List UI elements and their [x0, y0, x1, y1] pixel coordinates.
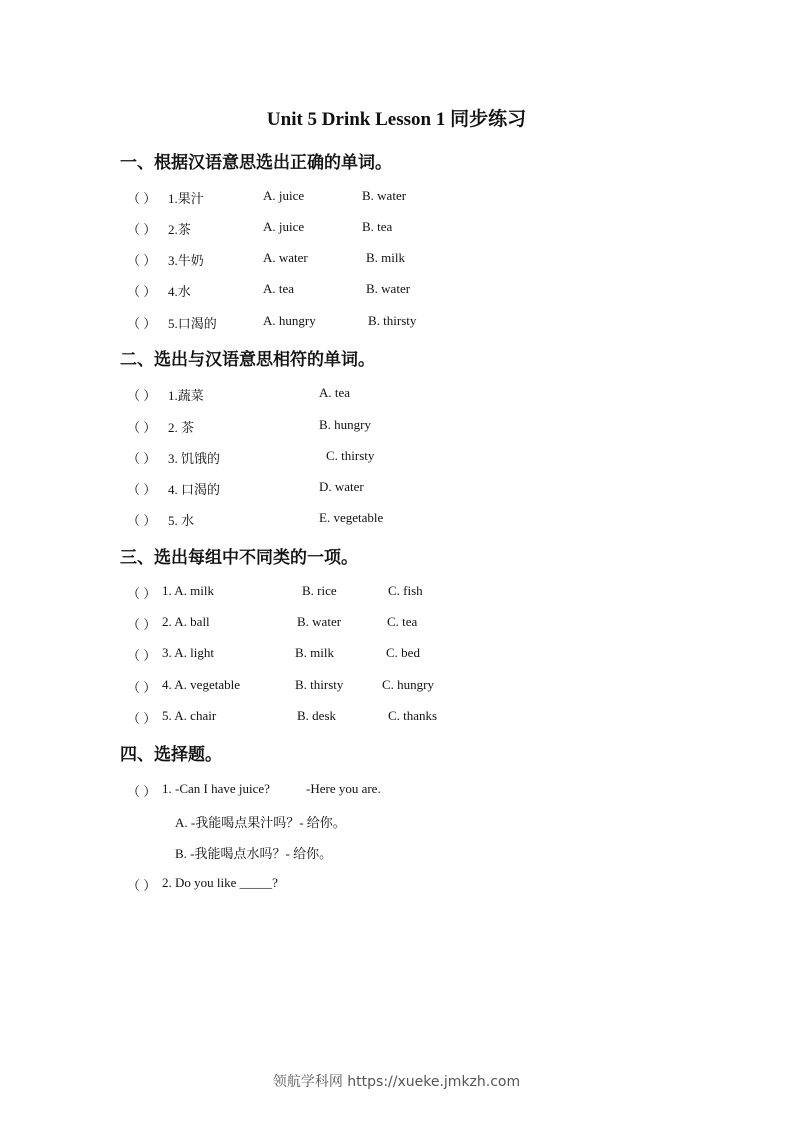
answer-blank[interactable]: （ ） — [127, 222, 157, 237]
question-text: 2. Do you like _____? — [162, 875, 278, 890]
answer-blank[interactable]: （ ） — [127, 451, 157, 466]
question-text: 5.口渴的 — [168, 316, 217, 331]
option-b: B. desk — [297, 708, 336, 723]
section-1-heading: 一、根据汉语意思选出正确的单词。 — [120, 153, 392, 173]
question-text: 4. 口渴的 — [168, 482, 221, 497]
answer-blank[interactable]: （ ） — [127, 711, 157, 726]
option-b: B. milk — [366, 250, 406, 265]
option-a: A. juice — [263, 188, 305, 203]
section-2-heading: 二、选出与汉语意思相符的单词。 — [120, 350, 375, 370]
question-text: 1. -Can I have juice? — [162, 781, 270, 796]
footer-watermark: 领航学科网 https://xueke.jmkzh.com — [272, 1074, 521, 1090]
option-c: C. bed — [386, 645, 420, 660]
option-b: B. tea — [362, 219, 393, 234]
option-a: 4. A. vegetable — [162, 677, 240, 692]
option-a: A. juice — [263, 219, 305, 234]
answer-blank[interactable]: （ ） — [127, 586, 157, 601]
answer-blank[interactable]: （ ） — [127, 482, 157, 497]
option-b: B. water — [362, 188, 407, 203]
answer-blank[interactable]: （ ） — [127, 513, 157, 528]
option-b: B. milk — [295, 645, 335, 660]
answer-blank[interactable]: （ ） — [127, 878, 157, 893]
option-c: C. thanks — [388, 708, 438, 723]
option-b: B. thirsty — [368, 313, 417, 328]
option-b: B. rice — [302, 583, 337, 598]
answer-blank[interactable]: （ ） — [127, 191, 157, 206]
answer-blank[interactable]: （ ） — [127, 316, 157, 331]
question-text: 1.蔬菜 — [168, 388, 204, 403]
answer-blank[interactable]: （ ） — [127, 253, 157, 268]
option-b: B. -我能喝点水吗？- 给你。 — [175, 846, 333, 861]
match-option: C. thirsty — [326, 448, 375, 463]
option-a: A. hungry — [263, 313, 316, 328]
answer-blank[interactable]: （ ） — [127, 284, 157, 299]
option-c: C. fish — [388, 583, 423, 598]
answer-blank[interactable]: （ ） — [127, 388, 157, 403]
option-a: A. -我能喝点果汁吗？- 给你。 — [175, 815, 346, 830]
question-text: 1.果汁 — [168, 191, 204, 206]
option-a: A. water — [263, 250, 308, 265]
option-a: 2. A. ball — [162, 614, 210, 629]
match-option: A. tea — [319, 385, 351, 400]
option-a: 3. A. light — [162, 645, 215, 660]
match-option: B. hungry — [319, 417, 371, 432]
answer-blank[interactable]: （ ） — [127, 648, 157, 663]
option-a: 5. A. chair — [162, 708, 217, 723]
answer-blank[interactable]: （ ） — [127, 617, 157, 632]
match-option: E. vegetable — [319, 510, 384, 525]
answer-blank[interactable]: （ ） — [127, 784, 157, 799]
page-title: Unit 5 Drink Lesson 1 同步练习 — [266, 109, 527, 130]
question-text: 2.茶 — [168, 222, 191, 237]
section-4-heading: 四、选择题。 — [120, 745, 222, 765]
option-b: B. water — [366, 281, 411, 296]
option-b: B. thirsty — [295, 677, 344, 692]
option-c: C. tea — [387, 614, 418, 629]
option-b: B. water — [297, 614, 342, 629]
question-text: 4.水 — [168, 284, 191, 299]
section-3-heading: 三、选出每组中不同类的一项。 — [120, 548, 358, 568]
answer-blank[interactable]: （ ） — [127, 680, 157, 695]
match-option: D. water — [319, 479, 364, 494]
question-reply: -Here you are. — [306, 781, 381, 796]
answer-blank[interactable]: （ ） — [127, 420, 157, 435]
option-c: C. hungry — [382, 677, 434, 692]
question-text: 5. 水 — [168, 513, 195, 528]
question-text: 3.牛奶 — [168, 253, 204, 268]
question-text: 3. 饥饿的 — [168, 451, 221, 466]
question-text: 2. 茶 — [168, 420, 195, 435]
option-a: A. tea — [263, 281, 295, 296]
option-a: 1. A. milk — [162, 583, 215, 598]
